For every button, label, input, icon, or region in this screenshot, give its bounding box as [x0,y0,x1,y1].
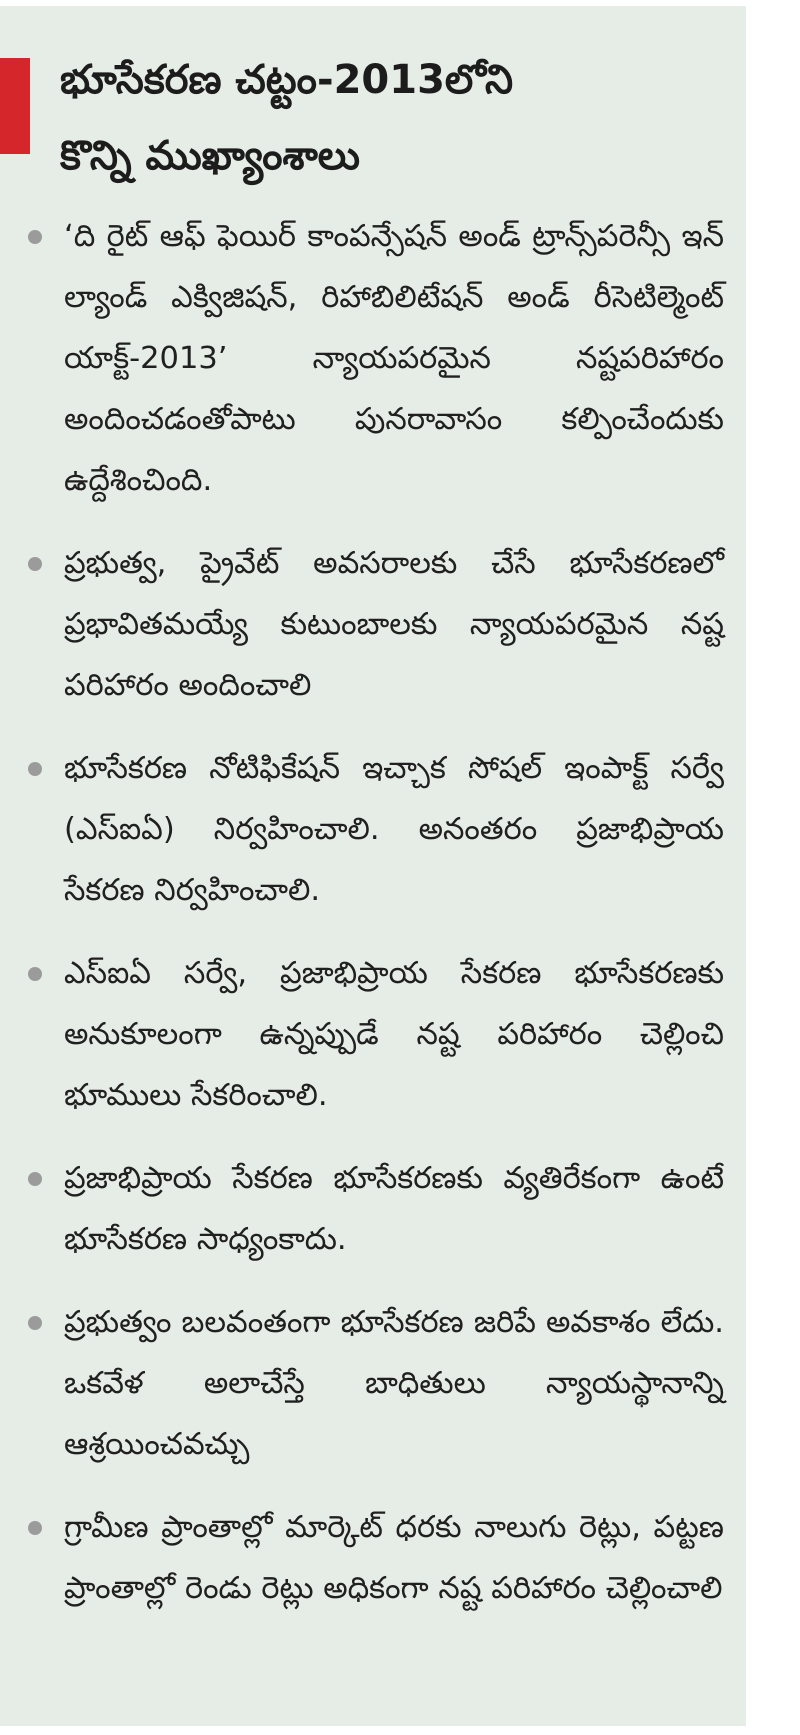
bullet-text: ‘ది రైట్ ఆఫ్ ఫెయిర్ కాంపన్సేషన్ అండ్ ట్రాన్స్‌పరెన్సీ ఇన్ ల్యాండ్ ఎక్విజిషన్, రిహాబిలిటేషన్ అండ్ రీసెటిల్మెంట్ యాక్ట్-2013’ న్యాయపరమైన నష్టపరిహారం అందించడంతోపాటు పునరావాసం కల్పించేందుకు ఉద్దేశించింది. [64,219,724,498]
bullet-text: ప్రభుత్వం బలవంతంగా భూసేకరణ జరిపే అవకాశం లేదు. ఒకవేళ అలాచేస్తే బాధితులు న్యాయస్థానాన్ని ఆశ్రయించవచ్చు [64,1305,724,1462]
bullet-item [0,533,746,716]
bullet-text: ఎస్ఐఏ సర్వే, ప్రజాభిప్రాయ సేకరణ భూసేకరణకు అనుకూలంగా ఉన్నప్పుడే నష్ట పరిహారం చెల్లించి భూములు సేకరించాలి. [64,956,724,1113]
bullet-item [0,738,746,921]
bullet-icon [28,230,42,244]
bullet-item [0,1497,746,1619]
bullet-list [0,206,746,1641]
bullet-item [0,943,746,1126]
article-title [60,42,720,194]
bullet-icon [28,762,42,776]
bullet-text: గ్రామీణ ప్రాంతాల్లో మార్కెట్ ధరకు నాలుగు రెట్లు, పట్టణ ప్రాంతాల్లో రెండు రెట్లు అధికంగా నష్ట పరిహారం చెల్లించాలి [64,1510,724,1606]
bullet-icon [28,557,42,571]
bullet-icon [28,1172,42,1186]
article-panel [0,6,746,1726]
red-accent-bar [0,58,30,154]
bullet-icon [28,967,42,981]
bullet-item [0,1292,746,1475]
bullet-icon [28,1316,42,1330]
bullet-text: ప్రభుత్వ, ప్రైవేట్ అవసరాలకు చేసే భూసేకరణలో ప్రభావితమయ్యే కుటుంబాలకు న్యాయపరమైన నష్ట పరిహారం అందించాలి [64,546,724,703]
bullet-item [0,1148,746,1270]
bullet-text: ప్రజాభిప్రాయ సేకరణ భూసేకరణకు వ్యతిరేకంగా ఉంటే భూసేకరణ సాధ్యంకాదు. [64,1161,724,1257]
title-line-1: భూసేకరణ చట్టం-2013లోని [60,57,514,103]
title-line-2: కొన్ని ముఖ్యాంశాలు [60,133,360,179]
bullet-icon [28,1521,42,1535]
bullet-text: భూసేకరణ నోటిఫికేషన్ ఇచ్చాక సోషల్ ఇంపాక్ట్ సర్వే (ఎస్ఐఏ) నిర్వహించాలి. అనంతరం ప్రజాభిప్రాయ సేకరణ నిర్వహించాలి. [64,751,724,908]
bullet-item [0,206,746,511]
